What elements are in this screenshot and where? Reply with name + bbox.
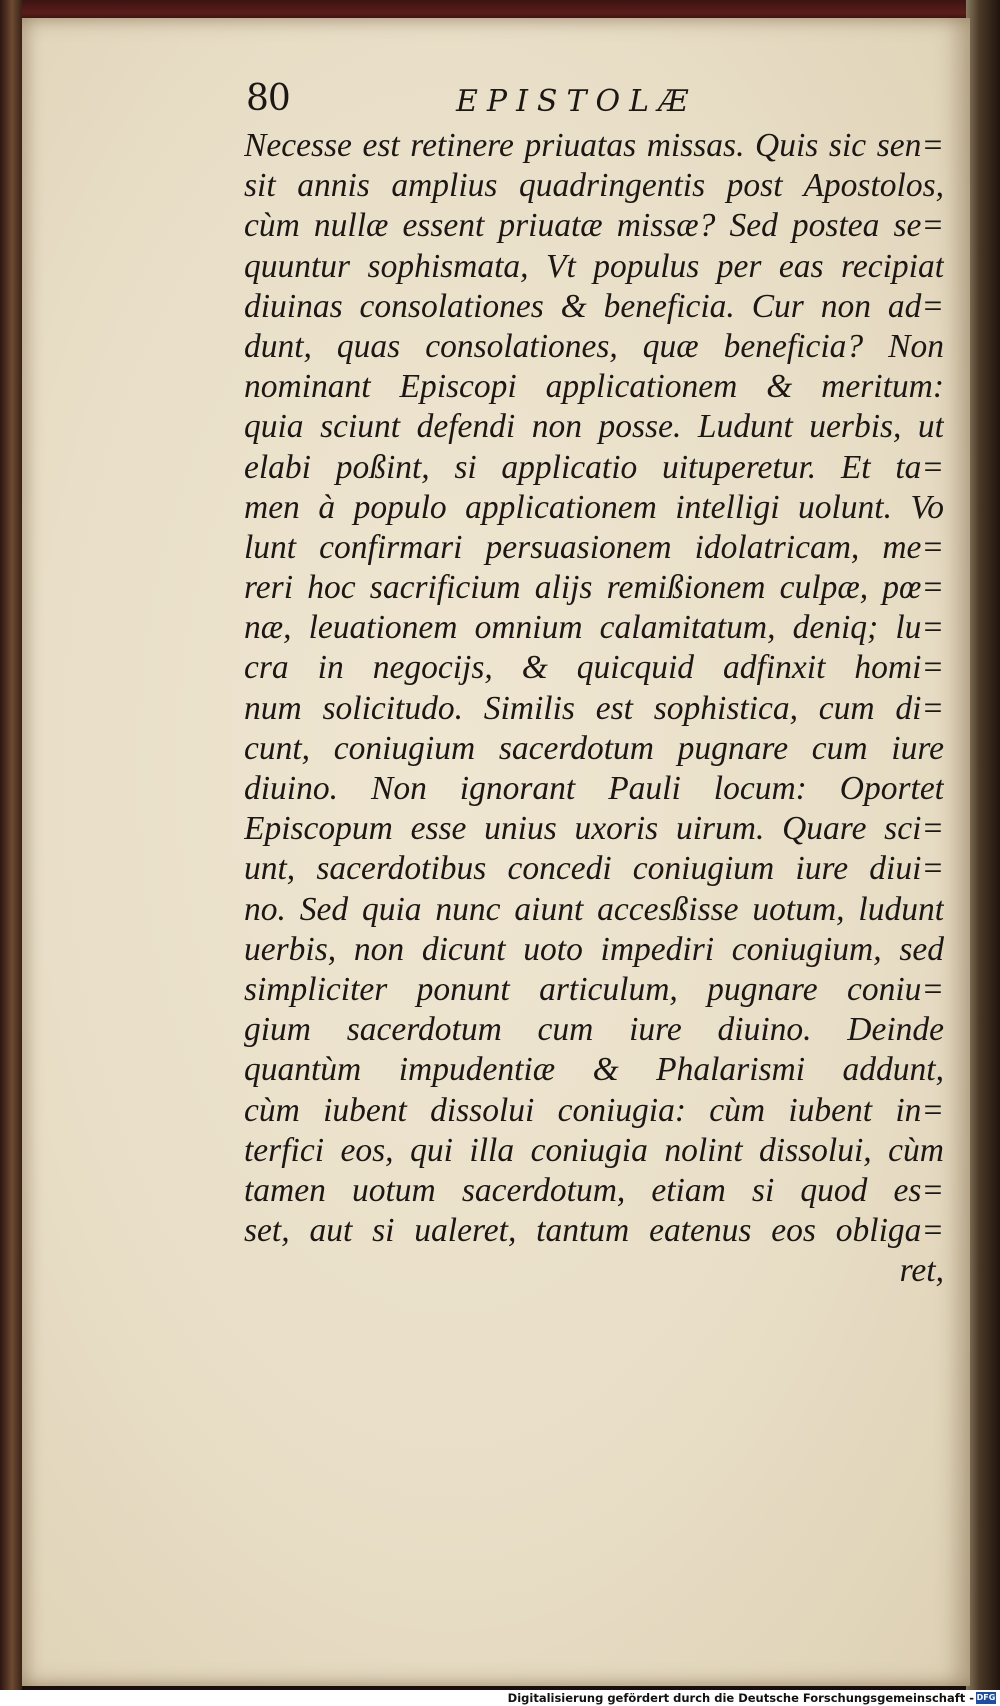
text-line: dunt, quas consolationes, quæ beneficia? Non [244, 327, 944, 365]
book-edge-right [966, 0, 1000, 1690]
text-line: quantùm impudentiæ & Phalarismi addunt, [244, 1051, 944, 1089]
text-line: cùm nullæ essent priuatæ missæ? Sed postea se= [244, 207, 944, 245]
text-line: cunt, coniugium sacerdotum pugnare cum iure [244, 729, 944, 767]
text-line: elabi poßint, si applicatio uituperetur. Et ta= [244, 448, 944, 486]
page-body-text [244, 126, 944, 1291]
text-line: num solicitudo. Similis est sophistica, cum di= [244, 689, 944, 727]
text-line: nominant Episcopi applicationem & meritum: [244, 368, 944, 406]
digitization-credit: Digitalisierung gefördert durch die Deutsche Forschungsgemeinschaft - [507, 1691, 974, 1705]
text-line: reri hoc sacrificium alijs remißionem culpæ, pœ= [244, 569, 944, 607]
text-line: Episcopum esse unius uxoris uirum. Quare sci= [244, 810, 944, 848]
text-line: quia sciunt defendi non posse. Ludunt uerbis, ut [244, 408, 944, 446]
text-line: cùm iubent dissolui coniugia: cùm iubent in= [244, 1091, 944, 1129]
text-line: simpliciter ponunt articulum, pugnare coniu= [244, 970, 944, 1008]
text-line: diuinas consolationes & beneficia. Cur non ad= [244, 287, 944, 325]
text-line: Necesse est retinere priuatas missas. Quis sic sen= [244, 127, 944, 164]
text-line: næ, leuationem omnium calamitatum, deniq; lu= [244, 609, 944, 647]
dfg-logo: DFG [976, 1693, 996, 1702]
text-line: diuino. Non ignorant Pauli locum: Oportet [244, 770, 944, 807]
text-line: sit annis amplius quadringentis post Apostolos, [244, 167, 944, 205]
page-header [246, 74, 966, 134]
page-number: 80 [246, 78, 290, 119]
text-line: lunt confirmari persuasionem idolatricam, me= [244, 528, 944, 566]
text-line: cra in negocijs, & quicquid adfinxit homi= [244, 649, 944, 687]
text-line: terfici eos, qui illa coniugia nolint dissolui, cùm [244, 1131, 944, 1169]
text-line: no. Sed quia nunc aiunt accesßisse uotum, ludunt [244, 890, 944, 928]
text-line: men à populo applicationem intelligi uolunt. Vo [244, 488, 944, 526]
text-line: gium sacerdotum cum iure diuino. Deinde [244, 1011, 944, 1049]
book-edge-left [0, 0, 22, 1690]
text-line: unt, sacerdotibus concedi coniugium iure diui= [244, 850, 944, 888]
text-line: quuntur sophismata, Vt populus per eas recipiat [244, 247, 944, 285]
text-line: set, aut si ualeret, tantum eatenus eos obliga= [244, 1212, 944, 1250]
text-line: uerbis, non dicunt uoto impediri coniugium, sed [244, 930, 944, 968]
catchword: ret, [899, 1252, 944, 1290]
text-line: tamen uotum sacerdotum, etiam si quod es= [244, 1171, 944, 1209]
running-title: EPISTOLÆ [456, 84, 698, 119]
